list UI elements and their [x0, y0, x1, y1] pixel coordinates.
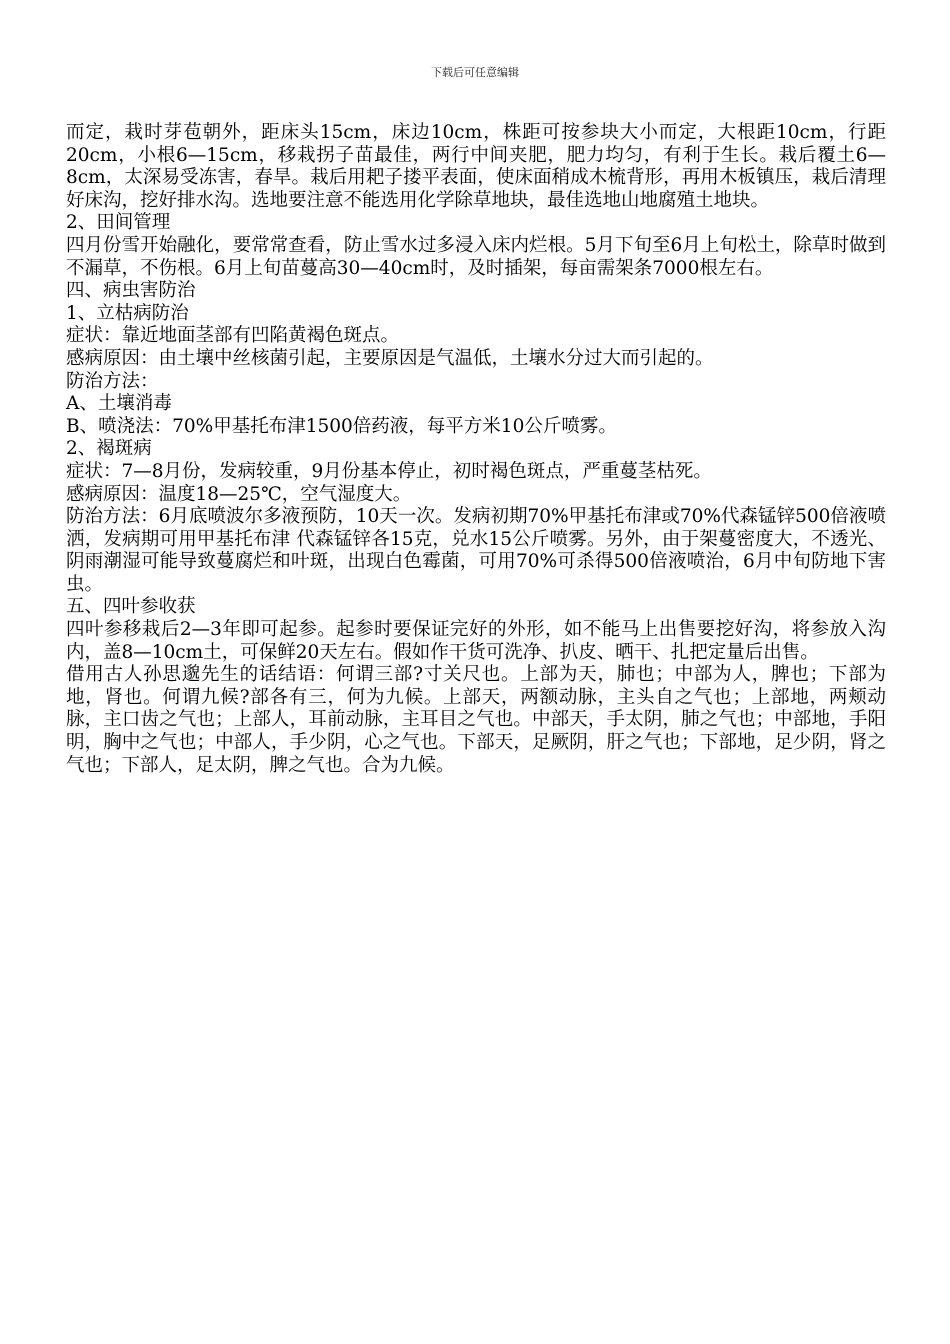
- paragraph-field-management: 四月份雪开始融化，要常常查看，防止雪水过多浸入床内烂根。5月下旬至6月上旬松土，除草时做到不漏草，不伤根。6月上旬苗蔓高30—40cm时，及时插架，每亩需架条7000根左右。: [66, 234, 886, 279]
- paragraph-brown-spot-prevention: 防治方法：6月底喷波尔多液预防，10天一次。发病初期70%甲基托布津或70%代森锰锌500倍液喷洒，发病期可用甲基托布津 代森锰锌各15克，兑水15公斤喷雾。另外，由于架蔓密度大，不透光、阴雨潮湿可能导致蔓腐烂和叶斑，出现白色霉菌，可用70%可杀得500倍液喷治，6月中旬防地下害虫。: [66, 506, 886, 595]
- heading-pest-control: 四、病虫害防治: [66, 280, 196, 302]
- paragraph-damping-off-symptom: 症状：靠近地面茎部有凹陷黄褐色斑点。: [66, 325, 400, 347]
- page-header: 下载后可任意编辑: [431, 66, 519, 79]
- heading-harvest: 五、四叶参收获: [66, 596, 196, 618]
- paragraph-brown-spot-cause: 感病原因：温度18—25℃，空气湿度大。: [66, 483, 412, 505]
- heading-brown-spot: 2、褐斑病: [66, 438, 152, 460]
- paragraph-damping-off-cause: 感病原因：由土壤中丝核菌引起，主要原因是气温低，土壤水分过大而引起的。: [66, 347, 714, 369]
- paragraph-prevention-label: 防治方法：: [66, 370, 159, 392]
- paragraph-soil-disinfection: A、土壤消毒: [66, 393, 172, 415]
- paragraph-harvest: 四叶参移栽后2—3年即可起参。起参时要保证完好的外形，如不能马上出售要挖好沟，将参放入沟内，盖8—10cm土，可保鲜20天左右。假如作干货可洗净、扒皮、晒干、扎把定量后出售。: [66, 619, 886, 663]
- paragraph-planting: 而定，栽时芽苞朝外，距床头15cm，床边10cm，株距可按参块大小而定，大根距10cm，行距20cm，小根6—15cm，移栽拐子苗最佳，两行中间夹肥，肥力均匀，有利于生长。栽后覆土6—8cm，太深易受冻害，春旱。栽后用耙子搂平表面，使床面稍成木梳背形，再用木板镇压，栽后清理好床沟，挖好排水沟。选地要注意不能选用化学除草地块，最佳选地山地腐殖土地块。: [66, 122, 886, 211]
- paragraph-conclusion: 借用古人孙思邈先生的话结语：何谓三部?寸关尺也。上部为天，肺也；中部为人，脾也；下部为地，肾也。何谓九候?部各有三，何为九候。上部天，两额动脉，主头自之气也；上部地，两颊动脉，主口齿之气也；上部人，耳前动脉，主耳目之气也。中部天，手太阴，肺之气也；中部地，手阳明，胸中之气也；中部人，手少阴，心之气也。下部天，足厥阴，肝之气也；下部地，足少阴，肾之气也；下部人，足太阴，脾之气也。合为九候。: [66, 664, 886, 776]
- paragraph-brown-spot-symptom: 症状：7—8月份，发病较重，9月份基本停止，初时褐色斑点，严重蔓茎枯死。: [66, 460, 712, 482]
- document-body: [66, 122, 886, 777]
- heading-field-management: 2、田间管理: [66, 212, 171, 234]
- paragraph-spray-method: B、喷浇法：70%甲基托布津1500倍药液，每平方米10公斤喷雾。: [66, 415, 617, 437]
- heading-damping-off: 1、立枯病防治: [66, 302, 189, 324]
